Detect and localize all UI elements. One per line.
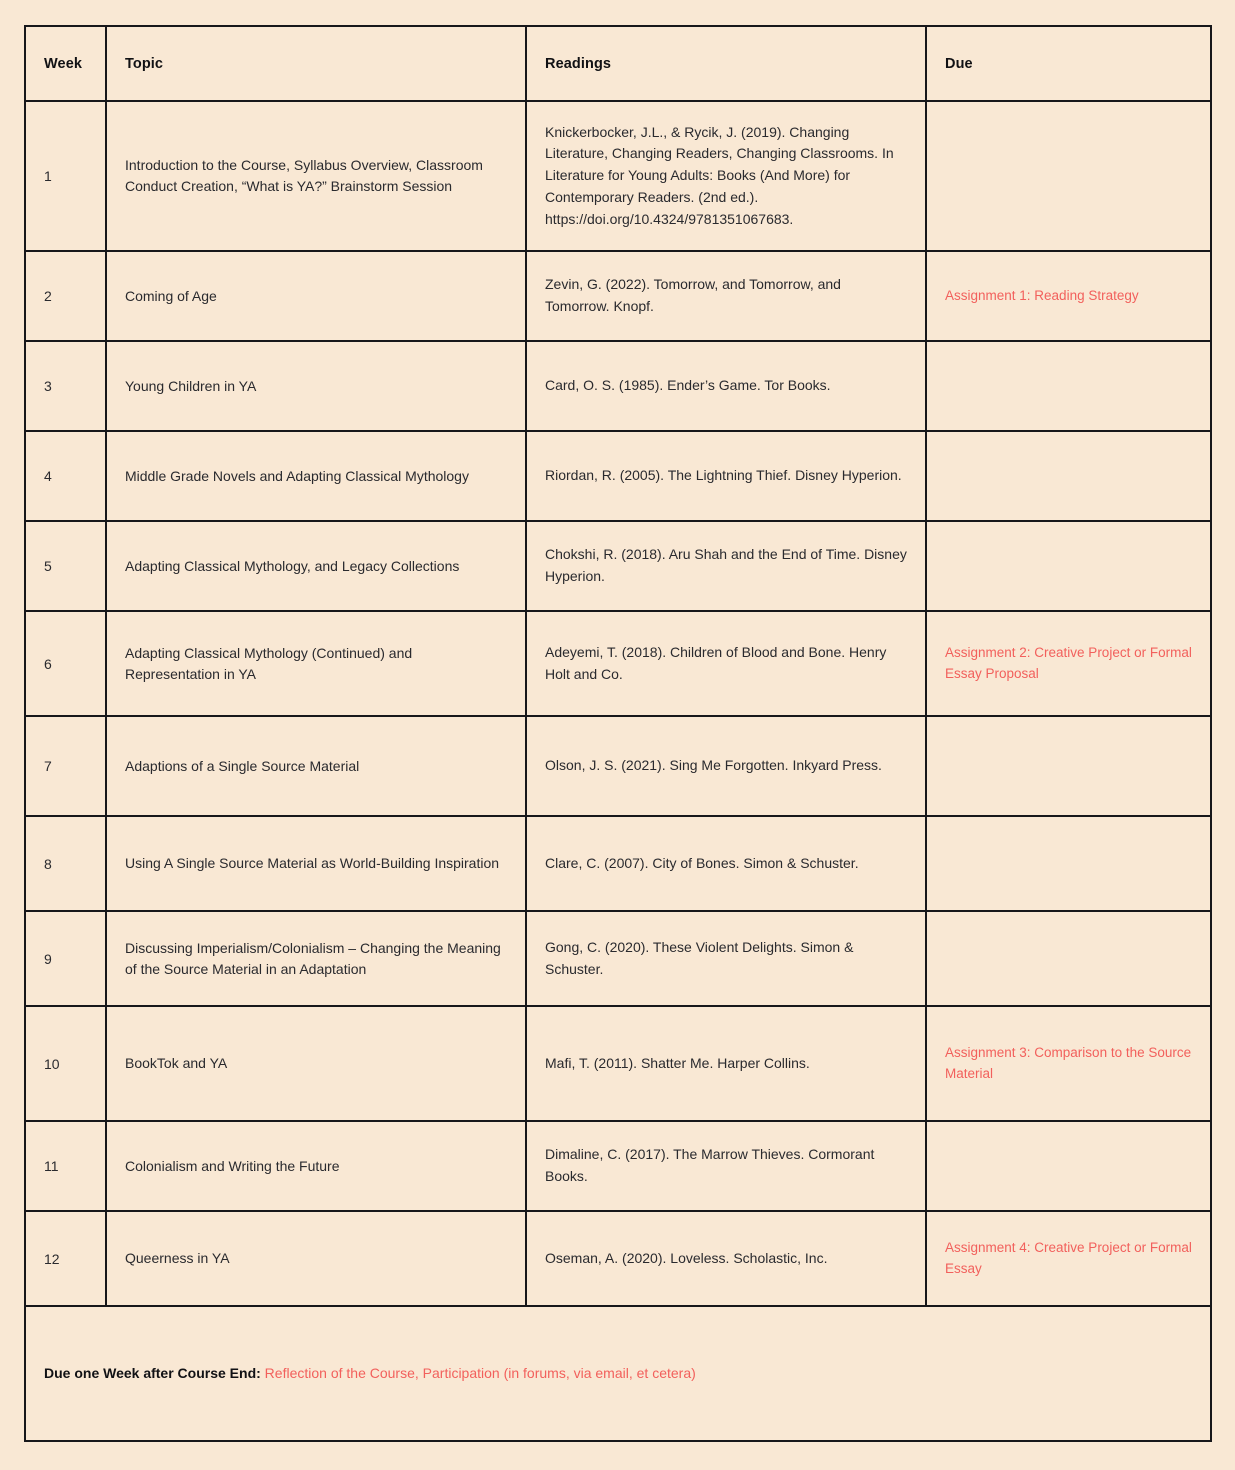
due-cell: Assignment 1: Reading Strategy [926, 251, 1211, 341]
week-cell: 4 [25, 431, 106, 521]
topic-cell: Introduction to the Course, Syllabus Overview, Classroom Conduct Creation, “What is YA?” Brainstorm Session [106, 101, 526, 251]
due-cell [926, 431, 1211, 521]
table-row [25, 521, 1211, 611]
column-header-due: Due [926, 26, 1211, 101]
readings-cell: Mafi, T. (2011). Shatter Me. Harper Collins. [526, 1006, 926, 1121]
topic-cell: Colonialism and Writing the Future [106, 1121, 526, 1211]
due-cell [926, 341, 1211, 431]
topic-cell: Queerness in YA [106, 1211, 526, 1306]
topic-cell: Using A Single Source Material as World-Building Inspiration [106, 816, 526, 911]
due-cell: Assignment 2: Creative Project or Formal Essay Proposal [926, 611, 1211, 716]
readings-cell: Adeyemi, T. (2018). Children of Blood and Bone. Henry Holt and Co. [526, 611, 926, 716]
readings-cell: Riordan, R. (2005). The Lightning Thief. Disney Hyperion. [526, 431, 926, 521]
week-cell: 11 [25, 1121, 106, 1211]
topic-cell: Adaptions of a Single Source Material [106, 716, 526, 816]
due-after-course-end-note [25, 1306, 1211, 1441]
header-row [25, 26, 1211, 101]
week-cell: 3 [25, 341, 106, 431]
table-header [25, 26, 1211, 101]
week-cell: 7 [25, 716, 106, 816]
week-cell: 5 [25, 521, 106, 611]
table-footer [25, 1306, 1211, 1441]
topic-cell: BookTok and YA [106, 1006, 526, 1121]
readings-cell: Card, O. S. (1985). Ender’s Game. Tor Books. [526, 341, 926, 431]
table-row [25, 816, 1211, 911]
table-row [25, 1121, 1211, 1211]
due-cell [926, 1121, 1211, 1211]
footer-row [25, 1306, 1211, 1441]
footer-text: Reflection of the Course, Participation (in forums, via email, et cetera) [260, 1365, 696, 1382]
table-row [25, 101, 1211, 251]
column-header-topic: Topic [106, 26, 526, 101]
footer-label: Due one Week after Course End: [44, 1365, 261, 1382]
due-cell [926, 101, 1211, 251]
week-cell: 10 [25, 1006, 106, 1121]
topic-cell: Adapting Classical Mythology, and Legacy Collections [106, 521, 526, 611]
week-cell: 9 [25, 911, 106, 1006]
readings-cell: Zevin, G. (2022). Tomorrow, and Tomorrow, and Tomorrow. Knopf. [526, 251, 926, 341]
readings-cell: Oseman, A. (2020). Loveless. Scholastic, Inc. [526, 1211, 926, 1306]
course-schedule-container [24, 25, 1210, 1439]
column-header-week: Week [25, 26, 106, 101]
topic-cell: Discussing Imperialism/Colonialism – Changing the Meaning of the Source Material in an Adaptation [106, 911, 526, 1006]
week-cell: 8 [25, 816, 106, 911]
week-cell: 12 [25, 1211, 106, 1306]
table-row [25, 611, 1211, 716]
due-cell: Assignment 4: Creative Project or Formal Essay [926, 1211, 1211, 1306]
readings-cell: Dimaline, C. (2017). The Marrow Thieves. Cormorant Books. [526, 1121, 926, 1211]
due-cell [926, 816, 1211, 911]
due-cell [926, 521, 1211, 611]
column-header-readings: Readings [526, 26, 926, 101]
table-row [25, 341, 1211, 431]
week-cell: 1 [25, 101, 106, 251]
readings-cell: Knickerbocker, J.L., & Rycik, J. (2019). Changing Literature, Changing Readers, Changing Classrooms. In Literature for Young Adults: Books (And More) for Contemporary Readers. (2nd ed.). https://doi.org/10.4324/9781351067683. [526, 101, 926, 251]
readings-cell: Gong, C. (2020). These Violent Delights. Simon & Schuster. [526, 911, 926, 1006]
topic-cell: Middle Grade Novels and Adapting Classical Mythology [106, 431, 526, 521]
table-row [25, 716, 1211, 816]
readings-cell: Olson, J. S. (2021). Sing Me Forgotten. Inkyard Press. [526, 716, 926, 816]
week-cell: 6 [25, 611, 106, 716]
topic-cell: Coming of Age [106, 251, 526, 341]
table-row [25, 431, 1211, 521]
readings-cell: Chokshi, R. (2018). Aru Shah and the End of Time. Disney Hyperion. [526, 521, 926, 611]
readings-cell: Clare, C. (2007). City of Bones. Simon & Schuster. [526, 816, 926, 911]
week-cell: 2 [25, 251, 106, 341]
course-schedule-table [24, 25, 1212, 1442]
table-row [25, 251, 1211, 341]
due-cell: Assignment 3: Comparison to the Source Material [926, 1006, 1211, 1121]
table-body [25, 101, 1211, 1306]
topic-cell: Adapting Classical Mythology (Continued) and Representation in YA [106, 611, 526, 716]
due-cell [926, 716, 1211, 816]
table-row [25, 1211, 1211, 1306]
due-cell [926, 911, 1211, 1006]
table-row [25, 911, 1211, 1006]
table-row [25, 1006, 1211, 1121]
topic-cell: Young Children in YA [106, 341, 526, 431]
